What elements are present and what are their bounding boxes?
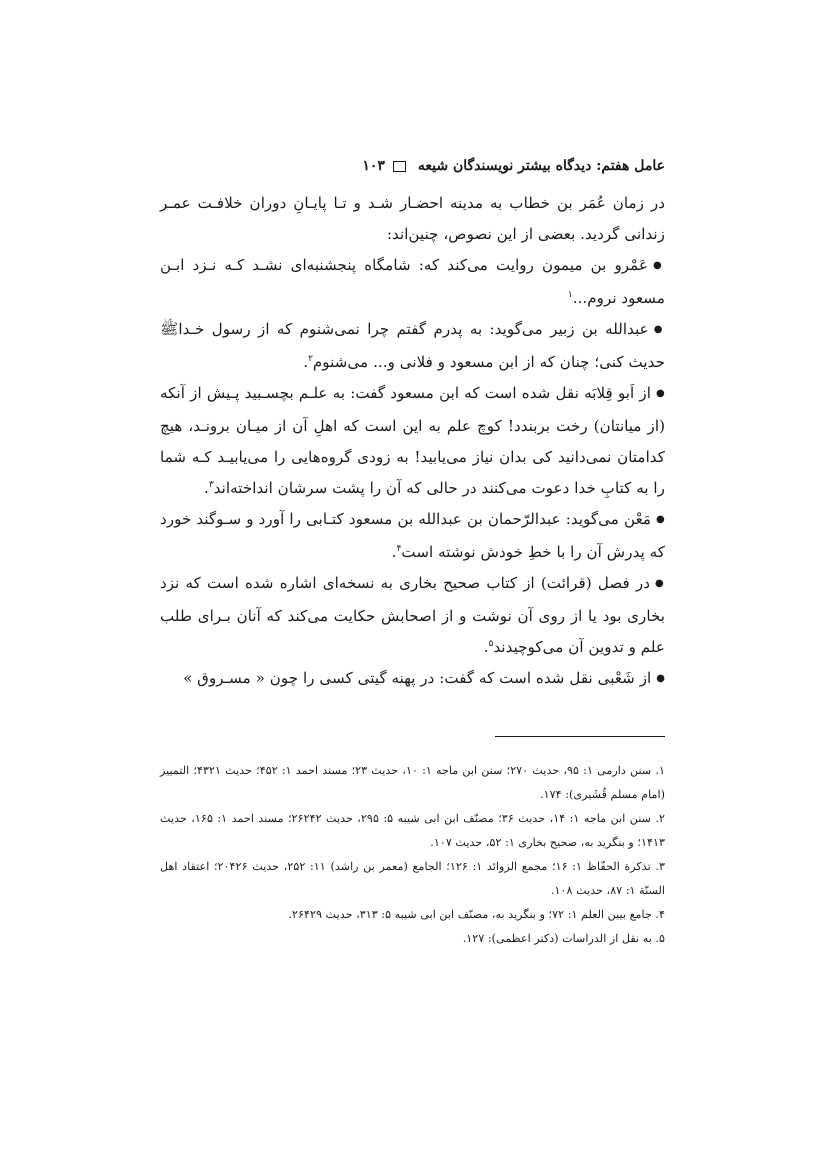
footnote: ۱. سنن دارمی ۱: ۹۵، حدیث ۲۷۰؛ سنن ابن ماجه ۱: ۱۰، حدیث ۲۳؛ مسند احمد ۱: ۴۵۲؛ حدیث ۴۳۲۱؛ التمییز (امام مسلم قُشَیری): ۱۷۴. [160, 764, 665, 801]
list-item-text: عبدالله بن زبیر می‌گوید: به پدرم گفتم چرا نمی‌شنوم که از رسول خـداﷺ حدیث کنی؛ چنان که از ابن مسعود و فلانی و... می‌شنوم [160, 320, 665, 371]
chapter-title: عامل هفتم: دیدگاه بیشتر نویسندگان شیعه [417, 158, 665, 174]
body-text [160, 188, 665, 696]
page-number: ۱۰۳ [362, 158, 385, 174]
footnote-ref: ۲ [308, 353, 313, 364]
list-item [160, 250, 665, 314]
book-page [160, 150, 665, 951]
footnote: ۵. به نقل از الدراسات (دکتر اعظمی): ۱۲۷. [462, 932, 665, 945]
list-item-text: عَمْرو بن میمون روایت می‌کند که: شامگاه پنجشنبه‌ای نشـد کـه نـزد ابـن مسعود نروم... [160, 256, 665, 307]
footnote-divider [495, 736, 665, 737]
list-item-text: از شَعْبی نقل شده است که گفت: در پهنه گیتی کسی را چون « مسـروق » [183, 669, 652, 687]
list-item [160, 378, 665, 504]
list-item-suffix: . [303, 353, 309, 371]
list-item-suffix: . [483, 638, 489, 656]
list-item [160, 314, 665, 378]
footnote: ۲. سنن ابن ماجه ۱: ۱۴، حدیث ۳۶؛ مصنّف ابن ابی شیبه ۵: ۲۹۵، حدیث ۲۶۲۴۲؛ مسند احمد ۱: ۱۶۵، حدیث ۱۴۱۳؛ و بنگرید به، صحیح بخاری ۱: ۵۲، حدیث ۱۰۷. [160, 812, 665, 849]
footnote-ref: ۱ [567, 289, 573, 300]
intro-paragraph: در زمان عُمَر بن خطاب به مدینه احضـار شـد و تـا پایـانِ دوران خلافـت عمـر زندانی گردید. بعضی از این نصوص، چنین‌اند: [160, 194, 665, 243]
list-item [160, 568, 665, 663]
list-item-suffix: . [204, 479, 209, 497]
list-item-text: در فصل (قرائت) از کتاب صحیح بخاری به نسخه‌ای اشاره شده است که نزد بخاری بود یا از روی آن نوشت و از اصحابش حکایت می‌کند که آنان بـرای طلب علم و تدوین آن می‌کوچیدند [160, 574, 665, 656]
running-head [160, 150, 665, 182]
list-item-text: از اَبو قِلابَه نقل شده است که ابن مسعود گفت: به علـم بچسـبید پـیش از آنکه (از میانتان) رخت بربندد! کوچ علم به این است که اهلِ آن از میـان برونـد، هیچ کدامتان نمی‌دانید کی بدان نیاز می‌یابید! به زودی گروه‌هایی را می‌یابیـد کـه شما را به کتابِ خدا دعوت می‌کنند در حالی که آن را پشت سرشان انداخته‌اند [160, 384, 665, 497]
footnote: ۳. تذکرة الحفّاظ ۱: ۱۶؛ مجمع الزوائد ۱: ۱۲۶؛ الجامع (معمر بن راشد) ۱۱: ۲۵۲، حدیث ۲۰۴۲۶؛ اعتقاد اهل السنّة ۱: ۸۷، حدیث ۱۰۸. [160, 860, 665, 897]
footnotes [160, 759, 665, 951]
list-item [160, 663, 665, 696]
footnote-ref: ۵ [488, 638, 494, 649]
square-ornament-icon [393, 161, 406, 172]
footnote: ۴. جامع بیین العلم ۱: ۷۲؛ و بنگرید به، مصنّف ابن ابی شیبه ۵: ۳۱۳، حدیث ۲۶۴۲۹. [288, 908, 665, 921]
list-item-text: مَعْن می‌گوید: عبدالرّحمان بن عبدالله بن مسعود کتـابی را آورد و سـوگند خورد که پدرش آن را با خطِ خودش نوشته است [160, 510, 665, 561]
footnote-ref: ۴ [396, 543, 402, 554]
list-item-suffix: . [391, 543, 397, 561]
list-item [160, 504, 665, 568]
footnote-ref: ۳ [208, 479, 214, 490]
